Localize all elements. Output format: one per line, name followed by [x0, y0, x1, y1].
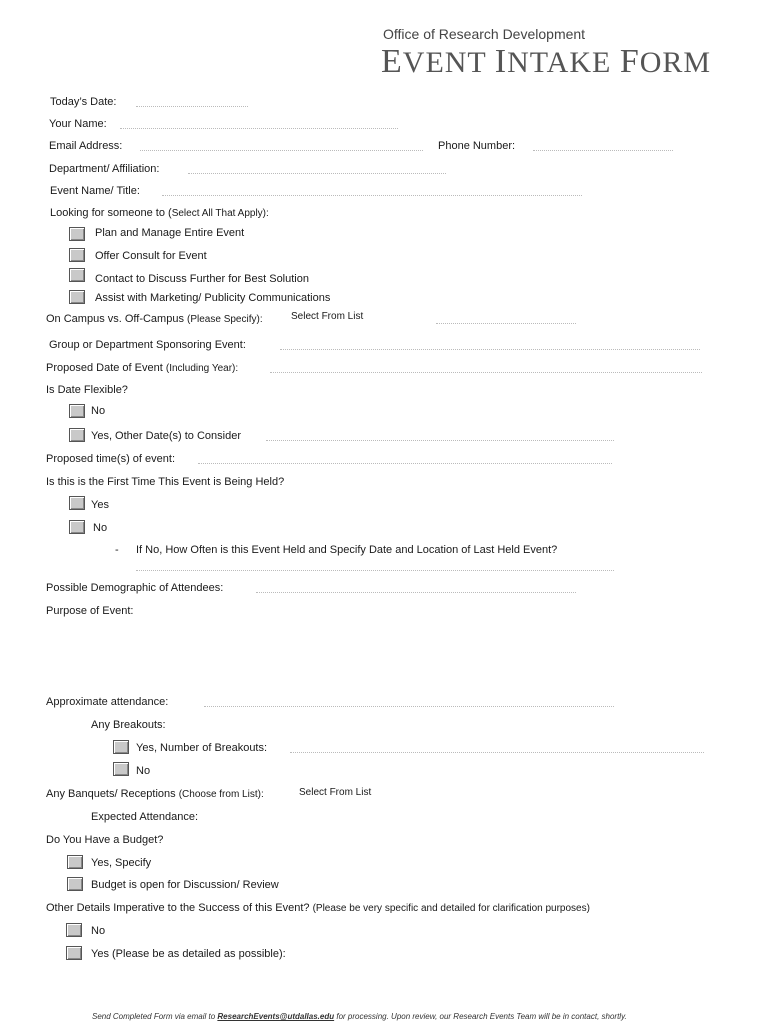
- budget-yes-checkbox[interactable]: [67, 855, 83, 869]
- form-title: [381, 43, 711, 81]
- plan-label: Plan and Manage Entire Event: [95, 227, 245, 239]
- other-no-label: No: [91, 925, 106, 937]
- event-name-field[interactable]: [162, 195, 582, 196]
- attendance-field[interactable]: [204, 706, 614, 707]
- how-often-label: If No, How Often is this Event Held and Specify Date and Location of Last Held Event?: [136, 544, 558, 556]
- flex-no-label: No: [91, 405, 106, 417]
- breakouts-yes-checkbox[interactable]: [113, 740, 129, 754]
- office-name: Office of Research Development: [383, 26, 586, 42]
- phone-field[interactable]: [533, 150, 673, 151]
- department-label: Department/ Affiliation:: [49, 163, 160, 175]
- other-details-note: (Please be very specific and detailed for clarification purposes): [312, 903, 590, 914]
- how-often-field[interactable]: [136, 570, 614, 571]
- first-yes-label: Yes: [91, 499, 109, 511]
- first-time-label: Is this is the First Time This Event is Being Held?: [46, 476, 285, 488]
- plan-checkbox[interactable]: [69, 227, 85, 241]
- breakouts-no-checkbox[interactable]: [113, 762, 129, 776]
- banquets-note: (Choose from List):: [178, 789, 264, 800]
- consult-checkbox[interactable]: [69, 248, 85, 262]
- other-details-label: [46, 902, 590, 914]
- bullet-dash: -: [115, 544, 119, 556]
- breakouts-number-field[interactable]: [290, 752, 704, 753]
- other-details-text: Other Details Imperative to the Success of this Event?: [46, 902, 313, 914]
- purpose-label: Purpose of Event:: [46, 605, 134, 617]
- contact-checkbox[interactable]: [69, 268, 85, 282]
- on-campus-text: On Campus vs. Off-Campus: [46, 313, 188, 325]
- on-campus-note: (Please Specify):: [187, 314, 263, 325]
- assist-checkbox[interactable]: [69, 290, 85, 304]
- budget-open-label: Budget is open for Discussion/ Review: [91, 879, 279, 891]
- banquets-text: Any Banquets/ Receptions: [46, 788, 179, 800]
- budget-yes-label: Yes, Specify: [91, 857, 152, 869]
- banquets-label: [46, 788, 264, 800]
- on-campus-field[interactable]: [436, 323, 576, 324]
- group-label: Group or Department Sponsoring Event:: [49, 339, 246, 351]
- breakouts-label: Any Breakouts:: [91, 719, 166, 731]
- looking-for-label: [50, 207, 269, 219]
- demographic-label: Possible Demographic of Attendees:: [46, 582, 224, 594]
- budget-open-checkbox[interactable]: [67, 877, 83, 891]
- title-part: NTAKE: [507, 46, 620, 79]
- first-no-label: No: [93, 522, 108, 534]
- date-flexible-label: Is Date Flexible?: [46, 384, 128, 396]
- todays-date-label: Today’s Date:: [50, 96, 117, 108]
- on-campus-label: [46, 313, 263, 325]
- expected-attendance-label: Expected Attendance:: [91, 811, 199, 823]
- group-field[interactable]: [280, 349, 700, 350]
- flex-no-checkbox[interactable]: [69, 404, 85, 418]
- proposed-time-field[interactable]: [198, 463, 612, 464]
- title-letter: I: [494, 43, 508, 80]
- contact-label: Contact to Discuss Further for Best Solution: [95, 273, 309, 285]
- department-field[interactable]: [188, 173, 446, 174]
- first-no-checkbox[interactable]: [69, 520, 85, 534]
- banquets-select[interactable]: Select From List: [299, 787, 372, 798]
- demographic-field[interactable]: [256, 592, 576, 593]
- other-yes-label: Yes (Please be as detailed as possible):: [91, 948, 286, 960]
- your-name-label: Your Name:: [49, 118, 107, 130]
- proposed-date-note: (Including Year):: [165, 363, 239, 374]
- attendance-label: Approximate attendance:: [46, 696, 169, 708]
- budget-label: Do You Have a Budget?: [46, 834, 164, 846]
- footer-email-link[interactable]: ResearchEvents@utdallas.edu: [217, 1012, 335, 1021]
- other-no-checkbox[interactable]: [66, 923, 82, 937]
- other-yes-checkbox[interactable]: [66, 946, 82, 960]
- proposed-date-text: Proposed Date of Event: [46, 362, 166, 374]
- event-name-label: Event Name/ Title:: [50, 185, 140, 197]
- looking-for-note: Select All That Apply):: [171, 208, 269, 219]
- footer-note: [92, 1012, 627, 1021]
- looking-for-text: Looking for someone to (: [50, 207, 172, 219]
- assist-label: Assist with Marketing/ Publicity Communications: [95, 292, 331, 304]
- footer-post: for processing. Upon review, our Research Events Team will be in contact, shortly.: [334, 1012, 627, 1021]
- phone-label: Phone Number:: [438, 140, 516, 152]
- proposed-time-label: Proposed time(s) of event:: [46, 453, 176, 465]
- title-part: ORM: [639, 46, 712, 79]
- flex-yes-checkbox[interactable]: [69, 428, 85, 442]
- title-part: VENT: [402, 46, 495, 79]
- email-field[interactable]: [140, 150, 423, 151]
- footer-pre: Send Completed Form via email to: [92, 1012, 218, 1021]
- consult-label: Offer Consult for Event: [95, 250, 207, 262]
- flex-dates-field[interactable]: [266, 440, 614, 441]
- on-campus-select[interactable]: Select From List: [291, 311, 364, 322]
- proposed-date-label: [46, 362, 238, 374]
- proposed-date-field[interactable]: [270, 372, 702, 373]
- flex-yes-label: Yes, Other Date(s) to Consider: [91, 430, 241, 442]
- title-letter: E: [381, 43, 403, 80]
- title-letter: F: [619, 43, 640, 80]
- todays-date-field[interactable]: [136, 106, 248, 107]
- your-name-field[interactable]: [120, 128, 398, 129]
- first-yes-checkbox[interactable]: [69, 496, 85, 510]
- email-label: Email Address:: [49, 140, 123, 152]
- breakouts-yes-label: Yes, Number of Breakouts:: [136, 742, 268, 754]
- breakouts-no-label: No: [136, 765, 151, 777]
